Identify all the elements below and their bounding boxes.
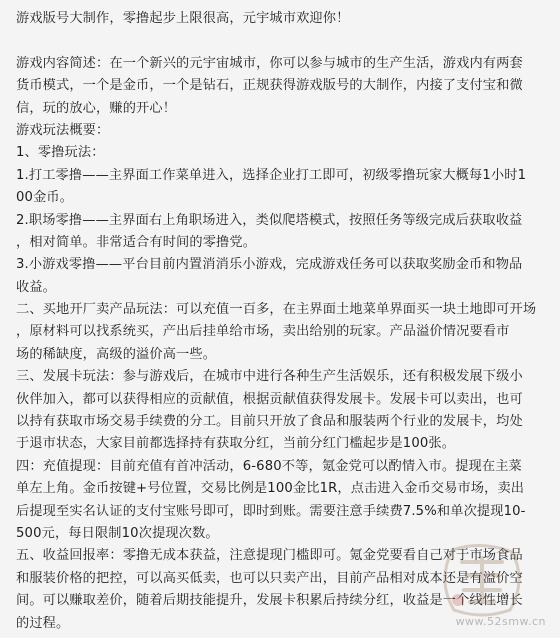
- text-line: 的过程。: [16, 615, 70, 631]
- text-line: 1、零撸玩法：: [16, 145, 105, 161]
- text-line: ，原材料可以找系统买，产出后挂单给市场，卖出给别的玩家。产品溢价情况要看市: [16, 324, 510, 340]
- text-line: 五、收益回报率：零撸无成本获益，注意提现门槛即可。氪金党要看自己对于市场食品: [16, 548, 523, 564]
- text-line: 场的稀缺度，高级的溢价高一些。: [16, 346, 217, 362]
- text-line: 单左上角。金币按键+号位置，交易比例是100金比1R，点击进入金币交易市场，卖出: [16, 481, 525, 497]
- text-line: 后提现至实名认证的支付宝账号即可，即时到账。需要注意手续费7.5%和单次提现10-: [16, 503, 526, 519]
- text-line: 信，玩的放心，赚的开心！: [16, 100, 177, 116]
- text-line: 1.打工零撸——主界面工作菜单进入，选择企业打工即可，初级零撸玩家大概每1小时1: [16, 167, 527, 183]
- text-line: 和服装价格的把控，可以高买低卖，也可以只卖产出，目前产品相对成本还是有溢价空: [16, 570, 523, 586]
- text-line: 伙伴加入，都可以获得相应的贡献值，根据贡献值获得发展卡。发展卡可以卖出，也可: [16, 391, 523, 407]
- text-line: 间。可以赚取差价，随着后期技能提升，发展卡积累后持续分红，收益是一个线性增长: [16, 593, 523, 609]
- text-line: 二、买地开厂卖产品玩法：可以充值一百多，在主界面土地菜单界面买一块土地即可开场: [16, 302, 537, 318]
- text-line: 3.小游戏零撸——平台目前内置消消乐小游戏，完成游戏任务可以获取奖励金币和物品: [16, 257, 523, 273]
- blank-line: [16, 30, 548, 52]
- seal-logo-icon: [432, 540, 532, 620]
- text-line: 货币模式，一个是金币，一个是钻石，正规获得游戏版号的大制作，内接了支付宝和微: [16, 78, 523, 94]
- text-line: 四：充值提现：目前充值有首冲活动，6-680不等，氪金党可以酌情入市。提现在主菜: [16, 458, 522, 474]
- site-watermark: [432, 540, 552, 630]
- text-line: ，相对简单。非常适合有时间的零撸党。: [16, 234, 257, 250]
- text-line: 游戏玩法概要：: [16, 122, 110, 138]
- text-line: 以持有获取市场交易手续费的分工。目前只开放了食品和服装两个行业的发展卡，均处: [16, 414, 523, 430]
- text-line: 游戏内容简述：在一个新兴的元宇宙城市，你可以参与城市的生产生活，游戏内有两套: [16, 55, 523, 71]
- text-line: 00金币。: [16, 190, 74, 206]
- text-line: 2.职场零撸——主界面右上角职场进入，类似爬塔模式，按照任务等级完成后获取收益: [16, 212, 523, 228]
- watermark-url: www.52smw.cn: [455, 615, 546, 628]
- text-line: 收益。: [16, 279, 57, 295]
- text-line: 500元，每日限制10次提现次数。: [16, 525, 219, 541]
- text-line: 游戏版号大制作，零撸起步上限很高，元宇城市欢迎你！: [16, 11, 350, 26]
- text-line: 于退市状态，大家目前都选择持有获取分红，当前分红门槛起步是100张。: [16, 436, 456, 452]
- text-line: 三、发展卡玩法：参与游戏后，在城市中进行各种生产生活娱乐，还有积极发展下级小: [16, 369, 523, 385]
